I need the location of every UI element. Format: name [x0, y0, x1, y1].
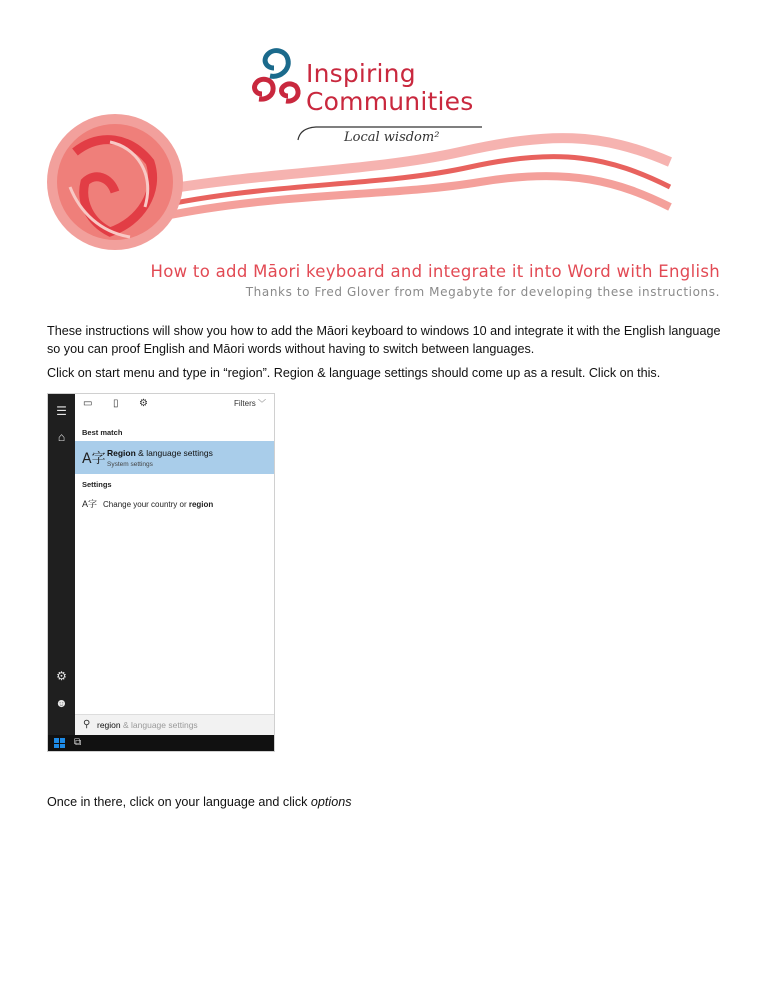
start-menu-rail	[48, 394, 75, 737]
region-icon: A字	[82, 499, 98, 509]
feedback-icon[interactable]: ☻	[55, 696, 68, 710]
logo-tagline: Local wisdom²	[344, 130, 440, 145]
step1-paragraph: Click on start menu and type in “region”. Region & language settings should come up as a result. Click on this.	[47, 366, 661, 380]
best-match-heading: Best match	[82, 428, 123, 437]
document-title: How to add Māori keyboard and integrate it into Word with English	[150, 262, 720, 281]
result-title-rest: & language settings	[135, 448, 213, 458]
result-subtitle: System settings	[107, 461, 153, 468]
search-input[interactable]	[75, 714, 274, 737]
home-icon[interactable]: ⌂	[57, 430, 66, 444]
filters-dropdown[interactable]: Filters ﹀	[233, 399, 266, 408]
hamburger-menu-icon[interactable]: ☰	[56, 404, 67, 418]
search-results-panel	[75, 394, 274, 737]
logo-text-line1: Inspiring	[306, 59, 416, 88]
search-icon: ⚲	[83, 719, 91, 730]
search-filter-bar	[75, 394, 274, 414]
search-suggestion-text: & language settings	[120, 720, 198, 730]
search-query-text: region	[97, 720, 121, 730]
task-view-icon[interactable]: ⧉	[74, 737, 82, 748]
region-language-settings-result[interactable]	[75, 441, 274, 474]
settings-heading: Settings	[82, 480, 112, 489]
gear-icon[interactable]: ⚙	[56, 669, 67, 683]
settings-item-bold: region	[188, 500, 214, 509]
settings-filter-icon[interactable]: ⚙	[139, 398, 148, 409]
spiral-logo-icon	[240, 38, 310, 118]
start-menu-screenshot	[47, 393, 275, 752]
options-emphasis: options	[310, 795, 352, 809]
taskbar	[48, 735, 274, 751]
intro-paragraph: These instructions will show you how to add the Māori keyboard to windows 10 and integrate it with the English language so you can proof English and Māori words without having to switch between languages.	[47, 324, 721, 356]
apps-filter-icon[interactable]: ▭	[83, 398, 93, 409]
documents-filter-icon[interactable]: ▯	[113, 398, 119, 409]
step2-paragraph: Once in there, click on your language and click options	[47, 795, 352, 809]
region-language-icon: A字	[82, 451, 106, 467]
settings-item-prefix: Change your country or	[103, 500, 189, 509]
document-subtitle: Thanks to Fred Glover from Megabyte for developing these instructions.	[245, 285, 720, 299]
logo-text-line2: Communities	[306, 87, 474, 116]
windows-start-icon[interactable]	[54, 738, 65, 748]
result-title-bold: Region	[107, 448, 136, 458]
chevron-down-icon: ﹀	[258, 399, 266, 408]
change-country-region-result[interactable]	[82, 497, 213, 510]
banner-artwork	[40, 112, 680, 272]
